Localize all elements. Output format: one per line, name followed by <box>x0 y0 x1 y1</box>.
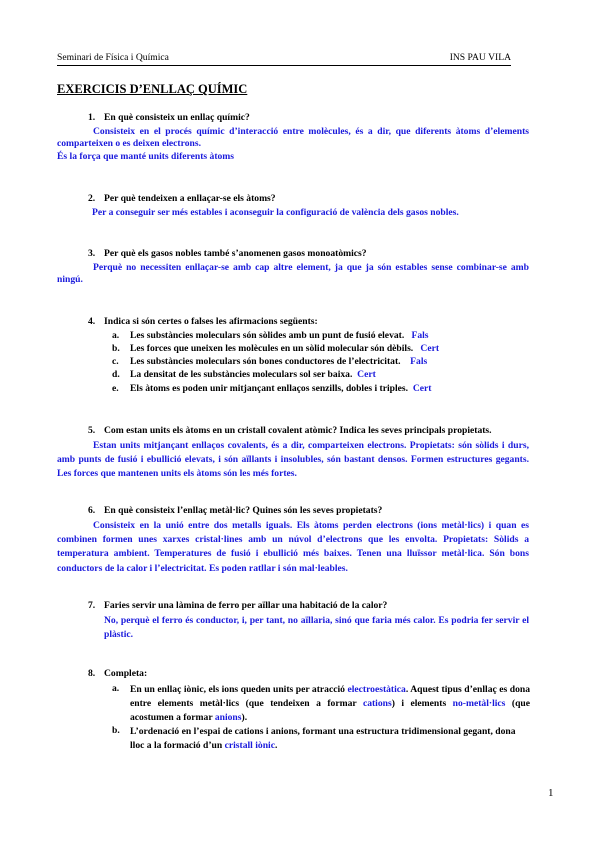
question-text: Completa: <box>104 668 148 679</box>
question-number: 6. <box>88 505 96 516</box>
question-number: 8. <box>88 668 96 679</box>
question-number: 3. <box>88 248 96 259</box>
page-number: 1 <box>548 787 554 799</box>
statement-e: e. Els àtoms es poden unir mitjançant enllaços senzills, dobles i triples. Cert <box>112 383 432 394</box>
answer-3: Perquè no necessiten enllaçar-se amb cap altre element, ja que ja són estables sense combinar-se amb ningú. <box>57 262 529 286</box>
filled-blank: cations <box>362 698 392 709</box>
answer-tag: Fals <box>410 356 428 367</box>
question-text: En què consisteix l’enllaç metàl·lic? Quines són les seves propietats? <box>104 505 383 516</box>
filled-blank: cristall iònic <box>224 740 275 751</box>
question-3 <box>88 248 520 260</box>
question-6 <box>88 505 520 517</box>
statement-a: a. Les substàncies moleculars són sòlides amb un punt de fusió elevat. Fals <box>112 330 429 341</box>
page-title: EXERCICIS D’ENLLAÇ QUÍMIC <box>57 82 248 96</box>
question-number: 1. <box>88 112 96 123</box>
question-4 <box>88 316 520 328</box>
question-5 <box>88 425 520 437</box>
header-left: Seminari de Física i Química <box>57 52 169 63</box>
page-header <box>57 52 511 64</box>
statement-c: c. Les substàncies moleculars són bones conductores de l’electricitat. Fals <box>112 356 428 367</box>
question-text: Per què els gasos nobles també s’anomenen gasos monoatòmics? <box>104 248 367 259</box>
fill-item-b: b. L’ordenació en l’espai de cations i anions, formant una estructura tridimensional gegant, dona lloc a la formació d’un cristall iònic. <box>112 725 516 751</box>
answer-5: Estan units mitjançant enllaços covalents, és a dir, comparteixen electrons. Propietats: són sòlids i durs, amb punts de fusió i ebullició elevats, i són aïllants i insolubles, són bastant densos. Formen estructures gegants. Les forces que mantenen units els àtoms són les més fortes. <box>57 440 529 480</box>
question-7 <box>88 600 520 612</box>
question-number: 4. <box>88 316 96 327</box>
answer-tag: Cert <box>420 343 440 354</box>
question-8 <box>88 668 520 680</box>
answer-1a: Consisteix en el procés químic d’interacció entre molècules, és a dir, que diferents àtoms d’elements comparteixen o es deixen electrons. <box>57 126 529 150</box>
statement-b: b. Les forces que uneixen les molècules en un sòlid molecular són dèbils. Cert <box>112 343 440 354</box>
filled-blank: electroestàtica <box>347 684 406 695</box>
answer-2: Per a conseguir ser més estables i aconseguir la configuració de valència dels gasos nobles. <box>92 207 459 218</box>
question-text: Indica si són certes o falses les afirmacions següents: <box>104 316 318 327</box>
answer-1b: És la força que manté units diferents àtoms <box>57 151 235 162</box>
question-number: 7. <box>88 600 96 611</box>
statement-d: d. La densitat de les substàncies moleculars sol ser baixa. Cert <box>112 369 376 380</box>
filled-blank: no-metàl·lics <box>452 698 506 709</box>
answer-tag: Cert <box>412 383 432 394</box>
question-1 <box>88 112 520 124</box>
header-right: INS PAU VILA <box>449 52 511 63</box>
question-2 <box>88 193 520 205</box>
answer-6: Consisteix en la unió entre dos metalls iguals. Els àtoms perden electrons (ions metàl·lics) i quan es combinen formen unes xarxes cristal·lines amb un núvol d’electrons que les envolta. Propietats: Sòlids a temperatura ambient. Temperatures de fusió i ebullició més baixes. Tenen una lluïssor metàl·lica. Són bons conductors de la calor i l’electricitat. Es poden ratllar i són mal·leables. <box>57 520 529 574</box>
question-text: Per què tendeixen a enllaçar-se els àtoms? <box>104 193 276 204</box>
answer-7: No, perquè el ferro és conductor, i, per tant, no aïllaria, sinó que faria més calor. Es podria fer servir el plàstic. <box>104 615 529 641</box>
question-text: Faries servir una làmina de ferro per aïllar una habitació de la calor? <box>104 600 388 611</box>
answer-tag: Fals <box>411 330 429 341</box>
question-text: En què consisteix un enllaç químic? <box>104 112 250 123</box>
question-number: 2. <box>88 193 96 204</box>
question-text: Com estan units els àtoms en un cristall covalent atòmic? Indica les seves principals propietats. <box>104 425 492 436</box>
answer-tag: Cert <box>357 369 376 380</box>
fill-item-a: a. En un enllaç iònic, els ions queden units per atracció electroestàtica. Aquest tipus d’enllaç es dona entre elements metàl·lics (que tendeixen a formar cations) i elements no-metàl·lics (que acostumen a formar anions). <box>112 683 531 723</box>
filled-blank: anions <box>214 712 242 723</box>
question-number: 5. <box>88 425 96 436</box>
header-rule <box>57 65 511 66</box>
